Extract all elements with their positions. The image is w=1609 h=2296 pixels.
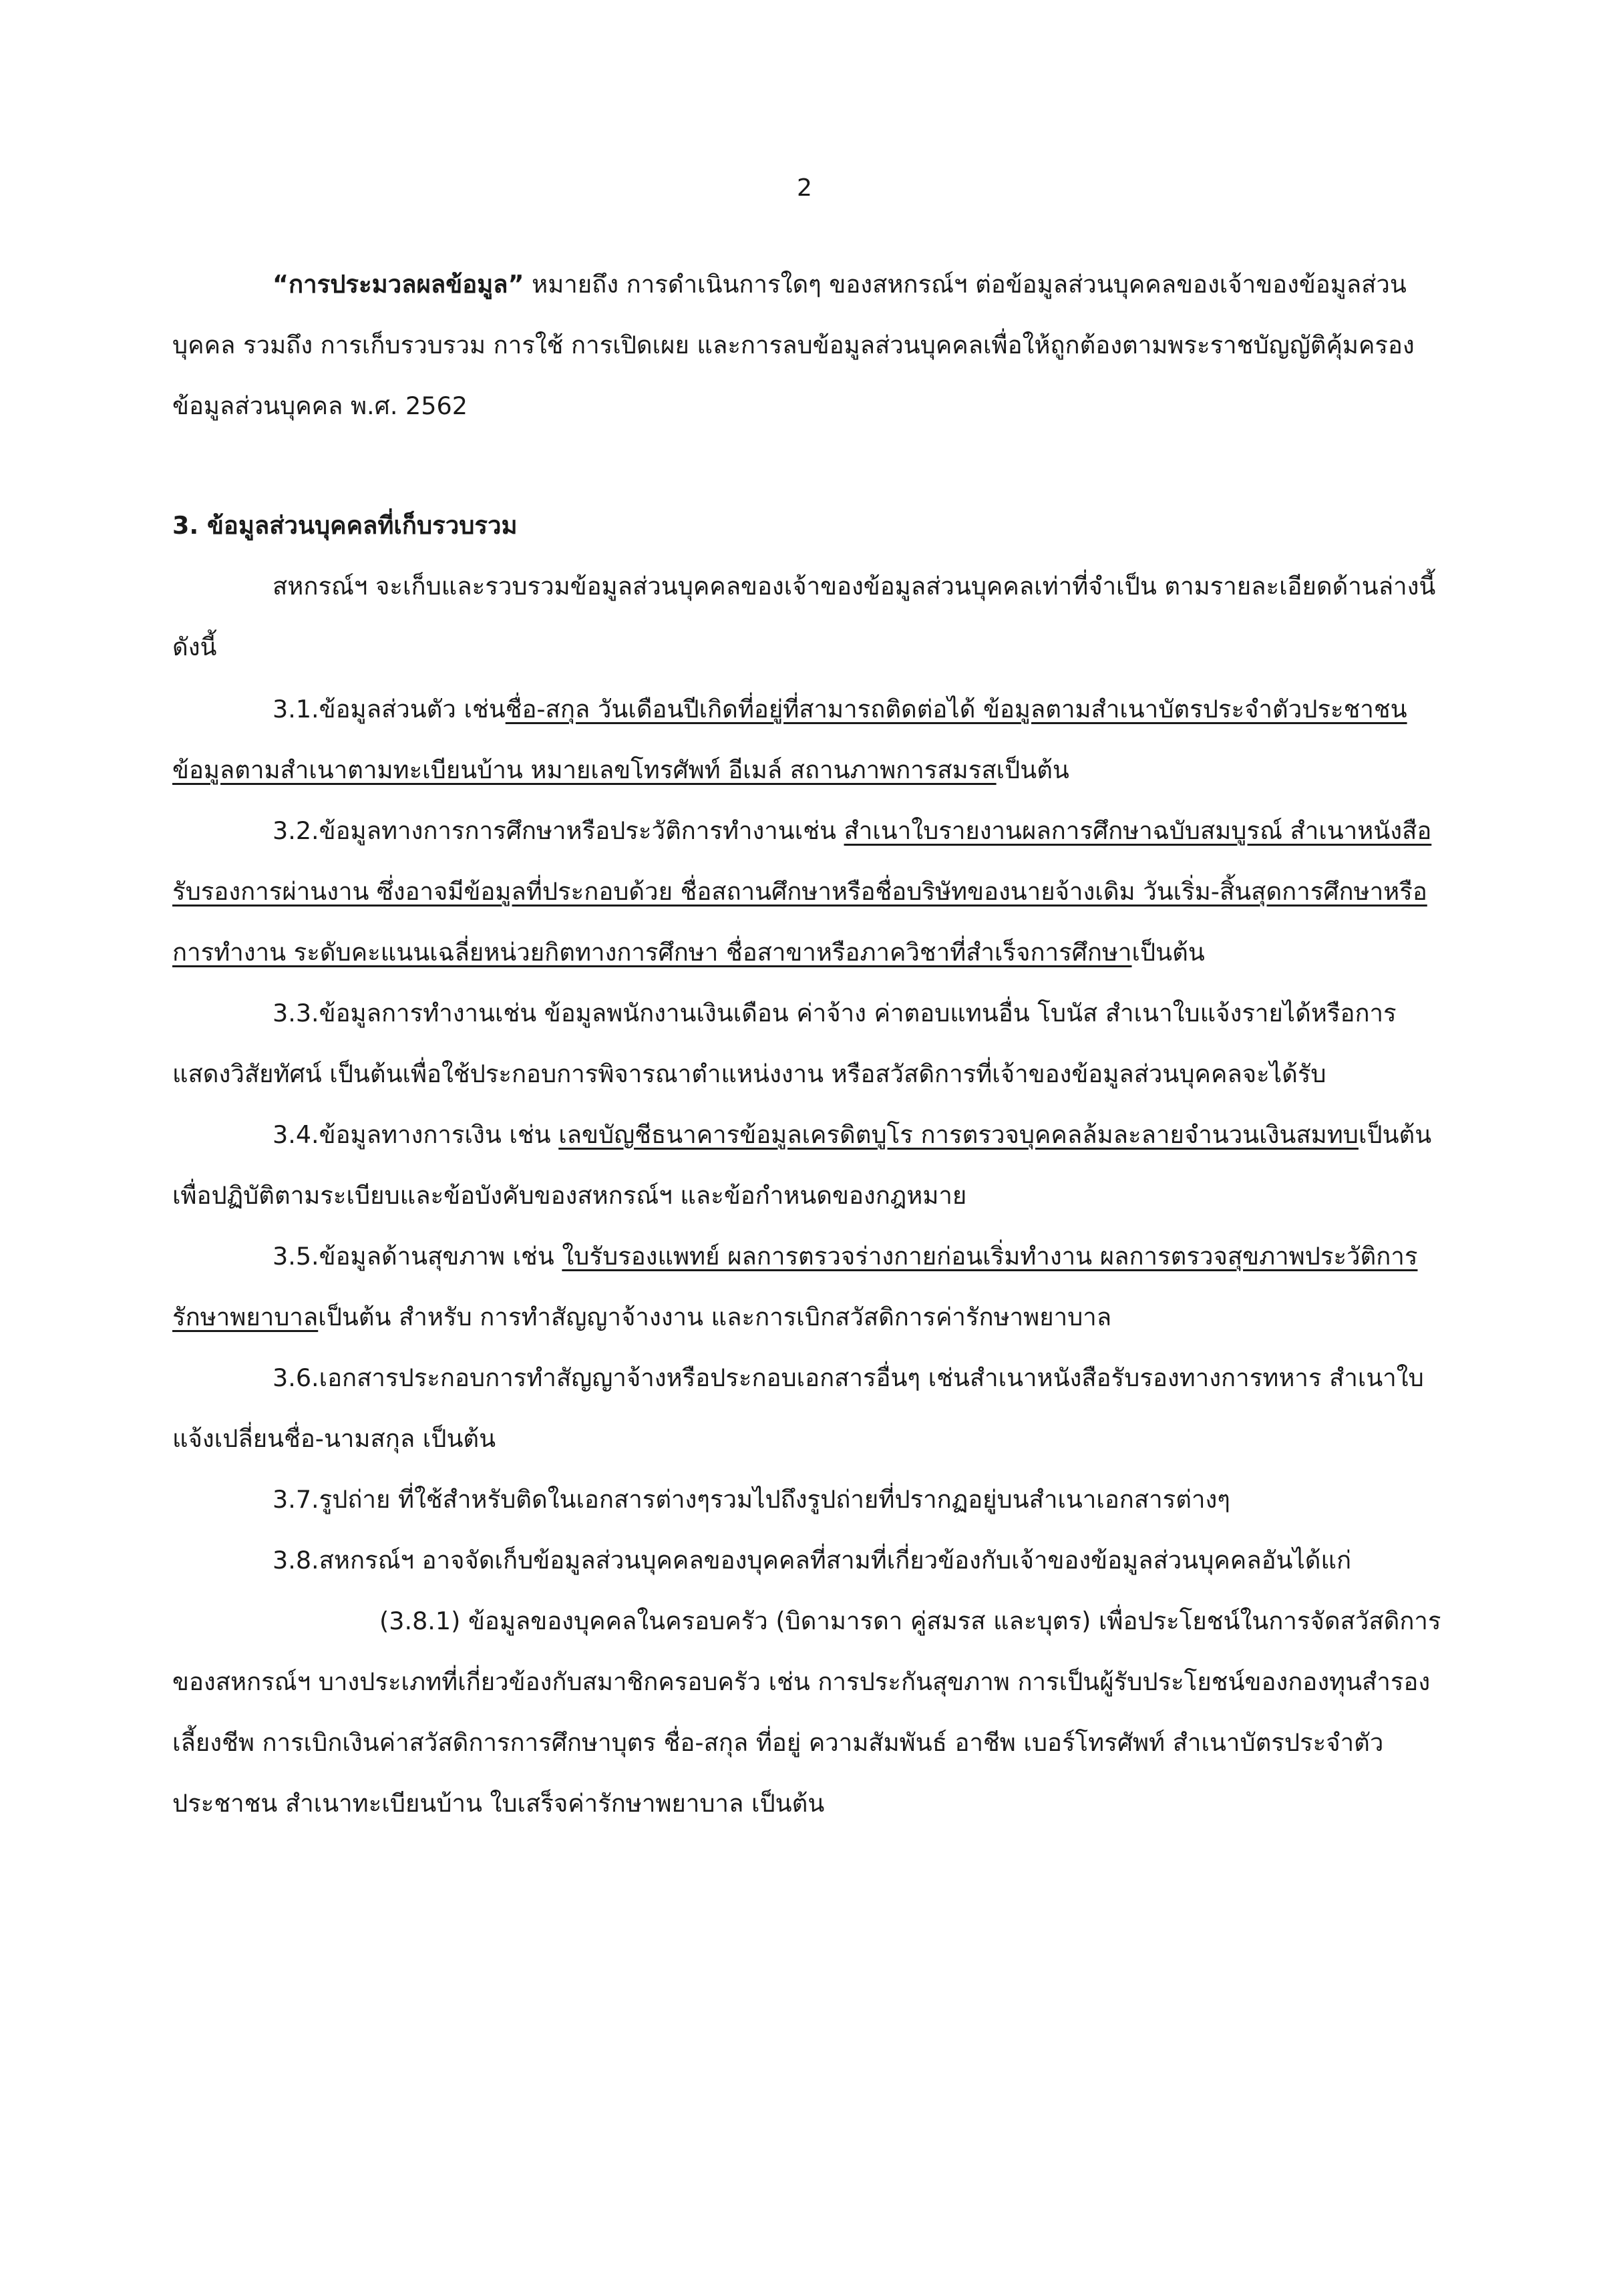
item-3-6: 3.6.เอกสารประกอบการทำสัญญาจ้างหรือประกอบเอกสารอื่นๆ เช่นสำเนาหนังสือรับรองทางการทหาร สำเนาใบแจ้งเปลี่ยนชื่อ-นามสกุล เป็นต้น xyxy=(172,1363,1424,1453)
section-3-heading: 3. ข้อมูลส่วนบุคคลที่เก็บรวบรวม xyxy=(172,511,518,540)
definition-term: “การประมวลผลข้อมูล” xyxy=(273,270,524,299)
definition-paragraph xyxy=(172,254,1441,436)
section-3-intro: สหกรณ์ฯ จะเก็บและรวบรวมข้อมูลส่วนบุคคลของเจ้าของข้อมูลส่วนบุคคลเท่าที่จำเป็น ตามรายละเอียดด้านล่างนี้ ดังนี้ xyxy=(172,572,1436,661)
item-3-5-tail: เป็นต้น สำหรับ การทำสัญญาจ้างงาน และการเบิกสวัสดิการค่ารักษาพยาบาล xyxy=(318,1303,1112,1331)
item-3-7: 3.7.รูปถ่าย ที่ใช้สำหรับติดในเอกสารต่างๆรวมไปถึงรูปถ่ายที่ปรากฏอยู่บนสำเนาเอกสารต่างๆ xyxy=(273,1485,1230,1514)
item-3-4 xyxy=(172,1104,1441,1226)
item-3-1 xyxy=(172,679,1441,800)
item-3-2 xyxy=(172,800,1441,983)
item-3-2-lead: 3.2.ข้อมูลทางการการศึกษาหรือประวัติการทำงานเช่น xyxy=(273,816,844,845)
item-3-2-underlined: สำเนาใบรายงานผลการศึกษาฉบับสมบูรณ์ สำเนาหนังสือรับรองการผ่านงาน ซึ่งอาจมีข้อมูลที่ประกอบด้วย ชื่อสถานศึกษาหรือชื่อบริษัทของนายจ้างเดิม วันเริ่ม-สิ้นสุดการศึกษาหรือการทำงาน ระดับคะแนนเฉลี่ยหน่วยกิตทางการศึกษา ชื่อสาขาหรือภาควิชาที่สำเร็จการศึกษา xyxy=(172,816,1432,967)
item-3-3: 3.3.ข้อมูลการทำงานเช่น ข้อมูลพนักงานเงินเดือน ค่าจ้าง ค่าตอบแทนอื่น โบนัส สำเนาใบแจ้งรายได้หรือการแสดงวิสัยทัศน์ เป็นต้นเพื่อใช้ประกอบการพิจารณาตำแหน่งงาน หรือสวัสดิการที่เจ้าของข้อมูลส่วนบุคคลจะได้รับ xyxy=(172,999,1397,1088)
item-3-4-tail: เป็นต้น เพื่อปฏิบัติตามระเบียบและข้อบังคับของสหกรณ์ฯ และข้อกำหนดของกฎหมาย xyxy=(172,1120,1432,1210)
item-3-5-lead: 3.5.ข้อมูลด้านสุขภาพ เช่น xyxy=(273,1242,562,1271)
page-number: 2 xyxy=(797,174,812,202)
item-3-4-lead: 3.4.ข้อมูลทางการเงิน เช่น xyxy=(273,1120,559,1149)
item-3-1-tail: เป็นต้น xyxy=(996,756,1069,784)
definition-body: หมายถึง การดำเนินการใดๆ ของสหกรณ์ฯ ต่อข้อมูลส่วนบุคคลของเจ้าของข้อมูลส่วนบุคคล รวมถึง การเก็บรวบรวม การใช้ การเปิดเผย และการลบข้อมูลส่วนบุคคลเพื่อให้ถูกต้องตามพระราชบัญญัติคุ้มครองข้อมูลส่วนบุคคล พ.ศ. 2562 xyxy=(172,270,1415,420)
document-body xyxy=(172,254,1441,1834)
item-3-8: 3.8.สหกรณ์ฯ อาจจัดเก็บข้อมูลส่วนบุคคลของบุคคลที่สามที่เกี่ยวข้องกับเจ้าของข้อมูลส่วนบุคคลอันได้แก่ xyxy=(273,1546,1352,1575)
item-3-5 xyxy=(172,1226,1441,1347)
item-3-8-1: (3.8.1) ข้อมูลของบุคคลในครอบครัว (บิดามารดา คู่สมรส และบุตร) เพื่อประโยชน์ในการจัดสวัสดิการของสหกรณ์ฯ บางประเภทที่เกี่ยวข้องกับสมาชิกครอบครัว เช่น การประกันสุขภาพ การเป็นผู้รับประโยชน์ของกองทุนสำรองเลี้ยงชีพ การเบิกเงินค่าสวัสดิการการศึกษาบุตร ชื่อ-สกุล ที่อยู่ ความสัมพันธ์ อาชีพ เบอร์โทรศัพท์ สำเนาบัตรประจำตัวประชาชน สำเนาทะเบียนบ้าน ใบเสร็จค่ารักษาพยาบาล เป็นต้น xyxy=(172,1607,1441,1818)
item-3-1-lead: 3.1.ข้อมูลส่วนตัว เช่น xyxy=(273,695,506,723)
item-3-4-underlined: เลขบัญชีธนาคารข้อมูลเครดิตบูโร การตรวจบุคคลล้มละลายจำนวนเงินสมทบ xyxy=(558,1120,1359,1149)
item-3-2-tail: เป็นต้น xyxy=(1131,938,1205,967)
item-3-5-underlined: ใบรับรองแพทย์ ผลการตรวจร่างกายก่อนเริ่มทำงาน ผลการตรวจสุขภาพประวัติการรักษาพยาบาล xyxy=(172,1242,1418,1331)
item-3-1-underlined: ชื่อ-สกุล วันเดือนปีเกิดที่อยู่ที่สามารถติดต่อได้ ข้อมูลตามสำเนาบัตรประจำตัวประชาชน ข้อมูลตามสำเนาตามทะเบียนบ้าน หมายเลขโทรศัพท์ อีเมล์ สถานภาพการสมรส xyxy=(172,695,1407,784)
